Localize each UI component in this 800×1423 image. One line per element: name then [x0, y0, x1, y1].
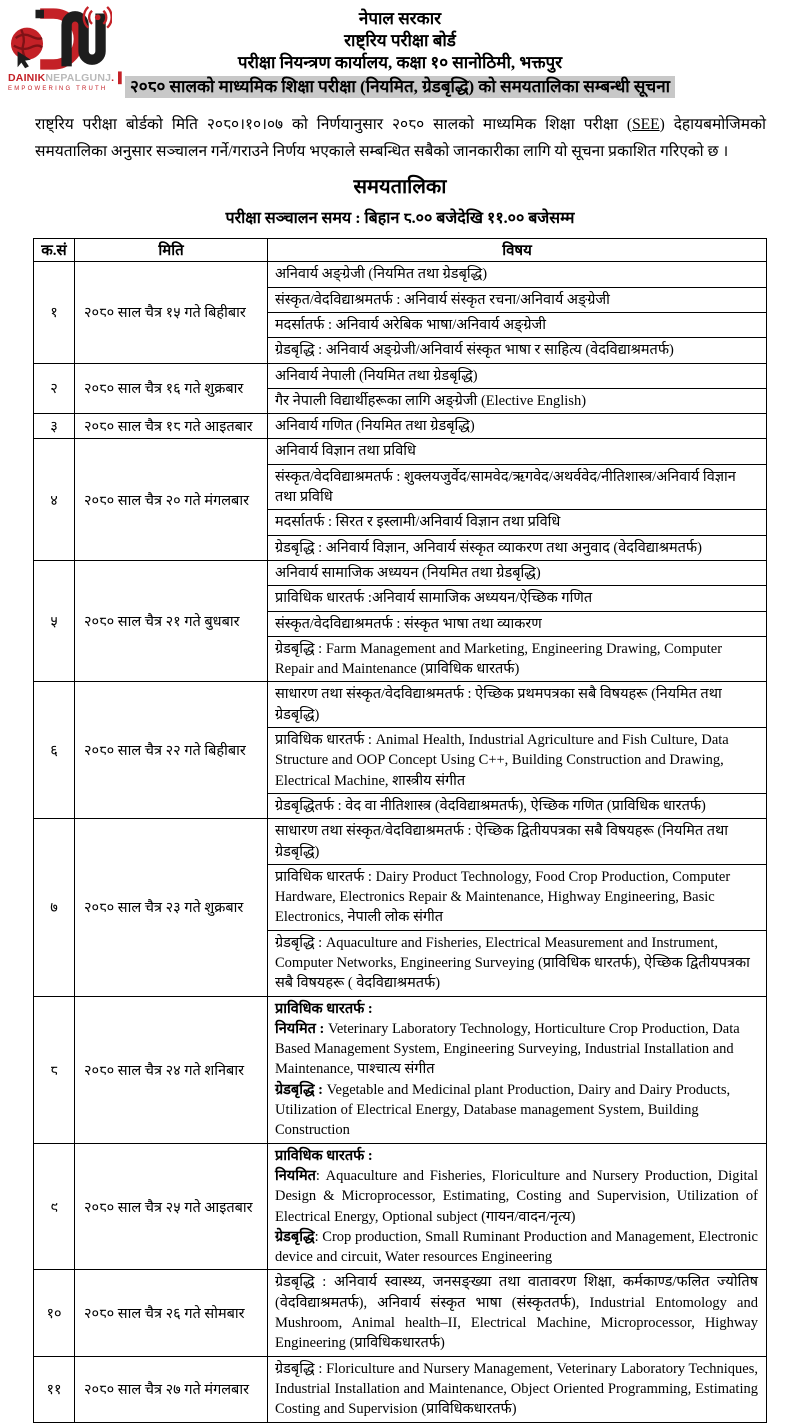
subject-cell [268, 262, 767, 287]
table-row [34, 414, 767, 439]
brand-block: .▐ [111, 72, 122, 84]
subject-text: ग्रेडबृद्धि : Farm Management and Marketing, Engineering Drawing, Computer Repair and Maintenance (प्राविधिक धारतर्फ) [275, 640, 723, 678]
brand-text [8, 73, 120, 84]
serial-number-cell: ११ [34, 1356, 75, 1422]
subject-text: अनिवार्य गणित (नियमित तथा ग्रेडबृद्धि) [275, 418, 475, 435]
subject-cell [268, 682, 767, 728]
subject-text: ग्रेडबृद्धि : Vegetable and Medicinal plant Production, Dairy and Dairy Products, Utilization of Electrical Energy, Database management System, Building Construction [275, 1081, 731, 1139]
notice-title: २०८० सालको माध्यमिक शिक्षा परीक्षा (नियमित, ग्रेडबृद्धि) को समयतालिका सम्बन्धी सूचना [125, 76, 675, 98]
globe-icon [11, 28, 43, 60]
subject-cell [268, 1356, 767, 1422]
column-header: विषय [268, 239, 767, 262]
subject-text: नियमित: Aquaculture and Fisheries, Floriculture and Nursery Production, Digital Design & Microprocessor, Estimating, Costing and Supervision, Utilization of Electrical Energy, Optional subject (गायन/वादन/नृत्य) [275, 1167, 758, 1225]
subject-text: ग्रेडबृद्धि : Floriculture and Nursery Management, Veterinary Laboratory Techniques, Industrial Installation and Maintenance, Object Oriented Programming, Estimating Costing and Supervision (प्राविधिकधारतर्फ) [275, 1360, 758, 1418]
org-government: नेपाल सरकार [358, 9, 442, 28]
subject-text: प्राविधिक धारतर्फ : [275, 1000, 373, 1017]
brand-nepalgunj: NEPALGUNJ [45, 72, 112, 84]
date-cell: २०८० साल चैत्र २१ गते बुधबार [75, 560, 268, 681]
serial-number-cell: ८ [34, 996, 75, 1143]
table-row [34, 560, 767, 585]
see-underlined: SEE [632, 116, 660, 134]
subject-cell [268, 996, 767, 1143]
dainik-nepalgunj-logo [8, 6, 120, 92]
subject-text: प्राविधिक धारतर्फ : Dairy Product Technology, Food Crop Production, Computer Hardware, Electronics Repair & Maintenance, Highway Engineering, Basic Electronics, नेपाली लोक संगीत [275, 868, 731, 926]
subject-cell [268, 535, 767, 560]
date-cell: २०८० साल चैत्र २६ गते सोमबार [75, 1270, 268, 1356]
date-cell: २०८० साल चैत्र २३ गते शुक्रबार [75, 819, 268, 996]
subject-text: अनिवार्य विज्ञान तथा प्रविधि [275, 443, 416, 460]
header-row [34, 239, 767, 262]
brand-dainik: DAINIK [8, 72, 46, 84]
org-office: परीक्षा नियन्त्रण कार्यालय, कक्षा १० सानोठिमी, भक्तपुर [237, 53, 563, 73]
date-cell: २०८० साल चैत्र १८ गते आइतबार [75, 414, 268, 439]
subject-cell [268, 728, 767, 794]
exam-time-line: परीक्षा सञ्चालन समय : बिहान ८.०० बजेदेखि ११.०० बजेसम्म [225, 210, 575, 228]
table-row [34, 819, 767, 865]
brand-tagline: EMPOWERING TRUTH [8, 85, 108, 92]
table-row [34, 1270, 767, 1356]
date-cell: २०८० साल चैत्र २० गते मंगलबार [75, 439, 268, 560]
subject-text: ग्रेडबृद्धि: Crop production, Small Ruminant Production and Management, Electronic device and circuit, Water resources Engineering [275, 1228, 758, 1266]
subject-cell [268, 388, 767, 413]
serial-number-cell: ६ [34, 682, 75, 819]
subject-text: साधारण तथा संस्कृत/वेदविद्याश्रमतर्फ : ऐच्छिक द्वितीयपत्रका सबै विषयहरू (नियमित तथा ग्रेडबृद्धि) [275, 823, 729, 860]
subject-text: अनिवार्य अङ्ग्रेजी (नियमित तथा ग्रेडबृद्धि) [275, 266, 488, 283]
intro-paragraph [35, 112, 766, 165]
subject-cell [268, 636, 767, 682]
logo-graphic [8, 6, 112, 72]
subject-text: ग्रेडबृद्धि : Aquaculture and Fisheries, Electrical Measurement and Instrument, Computer Networks, Engineering Surveying (प्राविधिक धारतर्फ), ऐच्छिक द्वितीयपत्रका सबै विषयहरू ( वेदविद्याश्रमतर्फ) [275, 934, 750, 992]
subject-text: अनिवार्य सामाजिक अध्ययन (नियमित तथा ग्रेडबृद्धि) [275, 564, 541, 581]
subject-text: मदर्सातर्फ : अनिवार्य अरेबिक भाषा/अनिवार्य अङ्ग्रेजी [275, 316, 547, 333]
table-row [34, 262, 767, 287]
subject-cell [268, 1143, 767, 1270]
table-row [34, 682, 767, 728]
subject-text: प्राविधिक धारतर्फ : [275, 1147, 373, 1164]
date-cell: २०८० साल चैत्र १५ गते बिहीबार [75, 262, 268, 363]
date-cell: २०८० साल चैत्र २५ गते आइतबार [75, 1143, 268, 1270]
subject-text: अनिवार्य नेपाली (नियमित तथा ग्रेडबृद्धि) [275, 367, 478, 384]
date-cell: २०८० साल चैत्र २२ गते बिहीबार [75, 682, 268, 819]
serial-number-cell: १० [34, 1270, 75, 1356]
table-row [34, 996, 767, 1143]
subject-text: नियमित : Veterinary Laboratory Technology, Horticulture Crop Production, Data Based Management System, Engineering Surveying, Industrial Installation and Maintenance, पाश्चात्य संगीत [275, 1020, 740, 1078]
schedule-table [33, 238, 767, 1422]
date-cell: २०८० साल चैत्र १६ गते शुक्रबार [75, 363, 268, 414]
subject-cell [268, 510, 767, 535]
serial-number-cell: १ [34, 262, 75, 363]
serial-number-cell: २ [34, 363, 75, 414]
table-row [34, 363, 767, 388]
subject-cell [268, 439, 767, 464]
date-cell: २०८० साल चैत्र २४ गते शनिबार [75, 996, 268, 1143]
subject-cell [268, 586, 767, 611]
serial-number-cell: ३ [34, 414, 75, 439]
schedule-heading: समयतालिका [353, 176, 447, 199]
subject-text: संस्कृत/वेदविद्याश्रमतर्फ : संस्कृत भाषा तथा व्याकरण [275, 615, 542, 632]
subject-text: साधारण तथा संस्कृत/वेदविद्याश्रमतर्फ : ऐच्छिक प्रथमपत्रका सबै विषयहरू (नियमित तथा ग्रेडबृद्धि) [275, 686, 722, 723]
subject-text: संस्कृत/वेदविद्याश्रमतर्फ : शुक्लयजुर्वेद/सामवेद/ऋगवेद/अथर्ववेद/नीतिशास्त्र/अनिवार्य विज्ञान तथा प्रविधि [275, 468, 736, 506]
column-header: क.सं [34, 239, 75, 262]
table-row [34, 1356, 767, 1422]
serial-number-cell: ४ [34, 439, 75, 560]
subject-text: ग्रेडबृद्धितर्फ : वेद वा नीतिशास्त्र (वेदविद्याश्रमतर्फ), ऐच्छिक गणित (प्राविधिक धारतर्फ) [275, 797, 706, 814]
subject-cell [268, 864, 767, 930]
subject-text: ग्रेडबृद्धि : अनिवार्य विज्ञान, अनिवार्य संस्कृत व्याकरण तथा अनुवाद (वेदविद्याश्रमतर्फ) [275, 539, 702, 556]
subject-text: संस्कृत/वेदविद्याश्रमतर्फ : अनिवार्य संस्कृत रचना/अनिवार्य अङ्ग्रेजी [275, 291, 610, 308]
table-head [34, 239, 767, 262]
subject-text: ग्रेडबृद्धि : अनिवार्य स्वास्थ्य, जनसङ्ख्या तथा वातावरण शिक्षा, कर्मकाण्ड/फलित ज्योतिष (वेदविद्याश्रमतर्फ), अनिवार्य संस्कृत भाषा (संस्कृततर्फ), Industrial Entomology and Mushroom, Animal health–II, Electrical Machine, Microprocessor, Highway Engineering (प्राविधिकधारतर्फ) [275, 1274, 758, 1352]
subject-cell [268, 611, 767, 636]
org-board: राष्ट्रिय परीक्षा बोर्ड [344, 31, 456, 51]
column-header: मिति [75, 239, 268, 262]
table-row [34, 1143, 767, 1270]
subject-cell [268, 819, 767, 865]
subject-cell [268, 793, 767, 818]
subject-text: प्राविधिक धारतर्फ : Animal Health, Industrial Agriculture and Fish Culture, Data Structure and OOP Concept Using C++, Building Construction and Drawing, Electrical Machine, शास्त्रीय संगीत [275, 732, 729, 789]
intro-part1: राष्ट्रिय परीक्षा बोर्डको मिति २०८०।१०।०७ को निर्णयानुसार २०८० सालको माध्यमिक शिक्षा परीक्षा ( [35, 116, 633, 134]
subject-cell [268, 287, 767, 312]
intro-part2: ) देहायबमोजिमको समयतालिका अनुसार सञ्चालन गर्ने/गराउने निर्णय भएकाले सम्बन्धित सबैको जानकारीका लागि यो सूचना प्रकाशित गरिएको छ । [35, 116, 766, 160]
subject-cell [268, 363, 767, 388]
letterhead [0, 0, 800, 99]
subject-text: गैर नेपाली विद्यार्थीहरूका लागि अङ्ग्रेजी (Elective English) [275, 392, 587, 409]
serial-number-cell: ५ [34, 560, 75, 681]
subject-cell [268, 560, 767, 585]
subject-cell [268, 338, 767, 363]
serial-number-cell: ७ [34, 819, 75, 996]
subject-text: ग्रेडबृद्धि : अनिवार्य अङ्ग्रेजी/अनिवार्य संस्कृत भाषा र साहित्य (वेदविद्याश्रमतर्फ) [275, 342, 674, 359]
date-cell: २०८० साल चैत्र २७ गते मंगलबार [75, 1356, 268, 1422]
subject-text: मदर्सातर्फ : सिरत र इस्लामी/अनिवार्य विज्ञान तथा प्रविधि [275, 514, 561, 531]
subject-cell [268, 464, 767, 510]
subject-cell [268, 414, 767, 439]
subject-cell [268, 930, 767, 996]
serial-number-cell: ९ [34, 1143, 75, 1270]
table-row [34, 439, 767, 464]
subject-cell [268, 312, 767, 337]
subject-cell [268, 1270, 767, 1356]
subject-text: प्राविधिक धारतर्फ :अनिवार्य सामाजिक अध्ययन/ऐच्छिक गणित [275, 590, 593, 607]
table-body [34, 262, 767, 1422]
